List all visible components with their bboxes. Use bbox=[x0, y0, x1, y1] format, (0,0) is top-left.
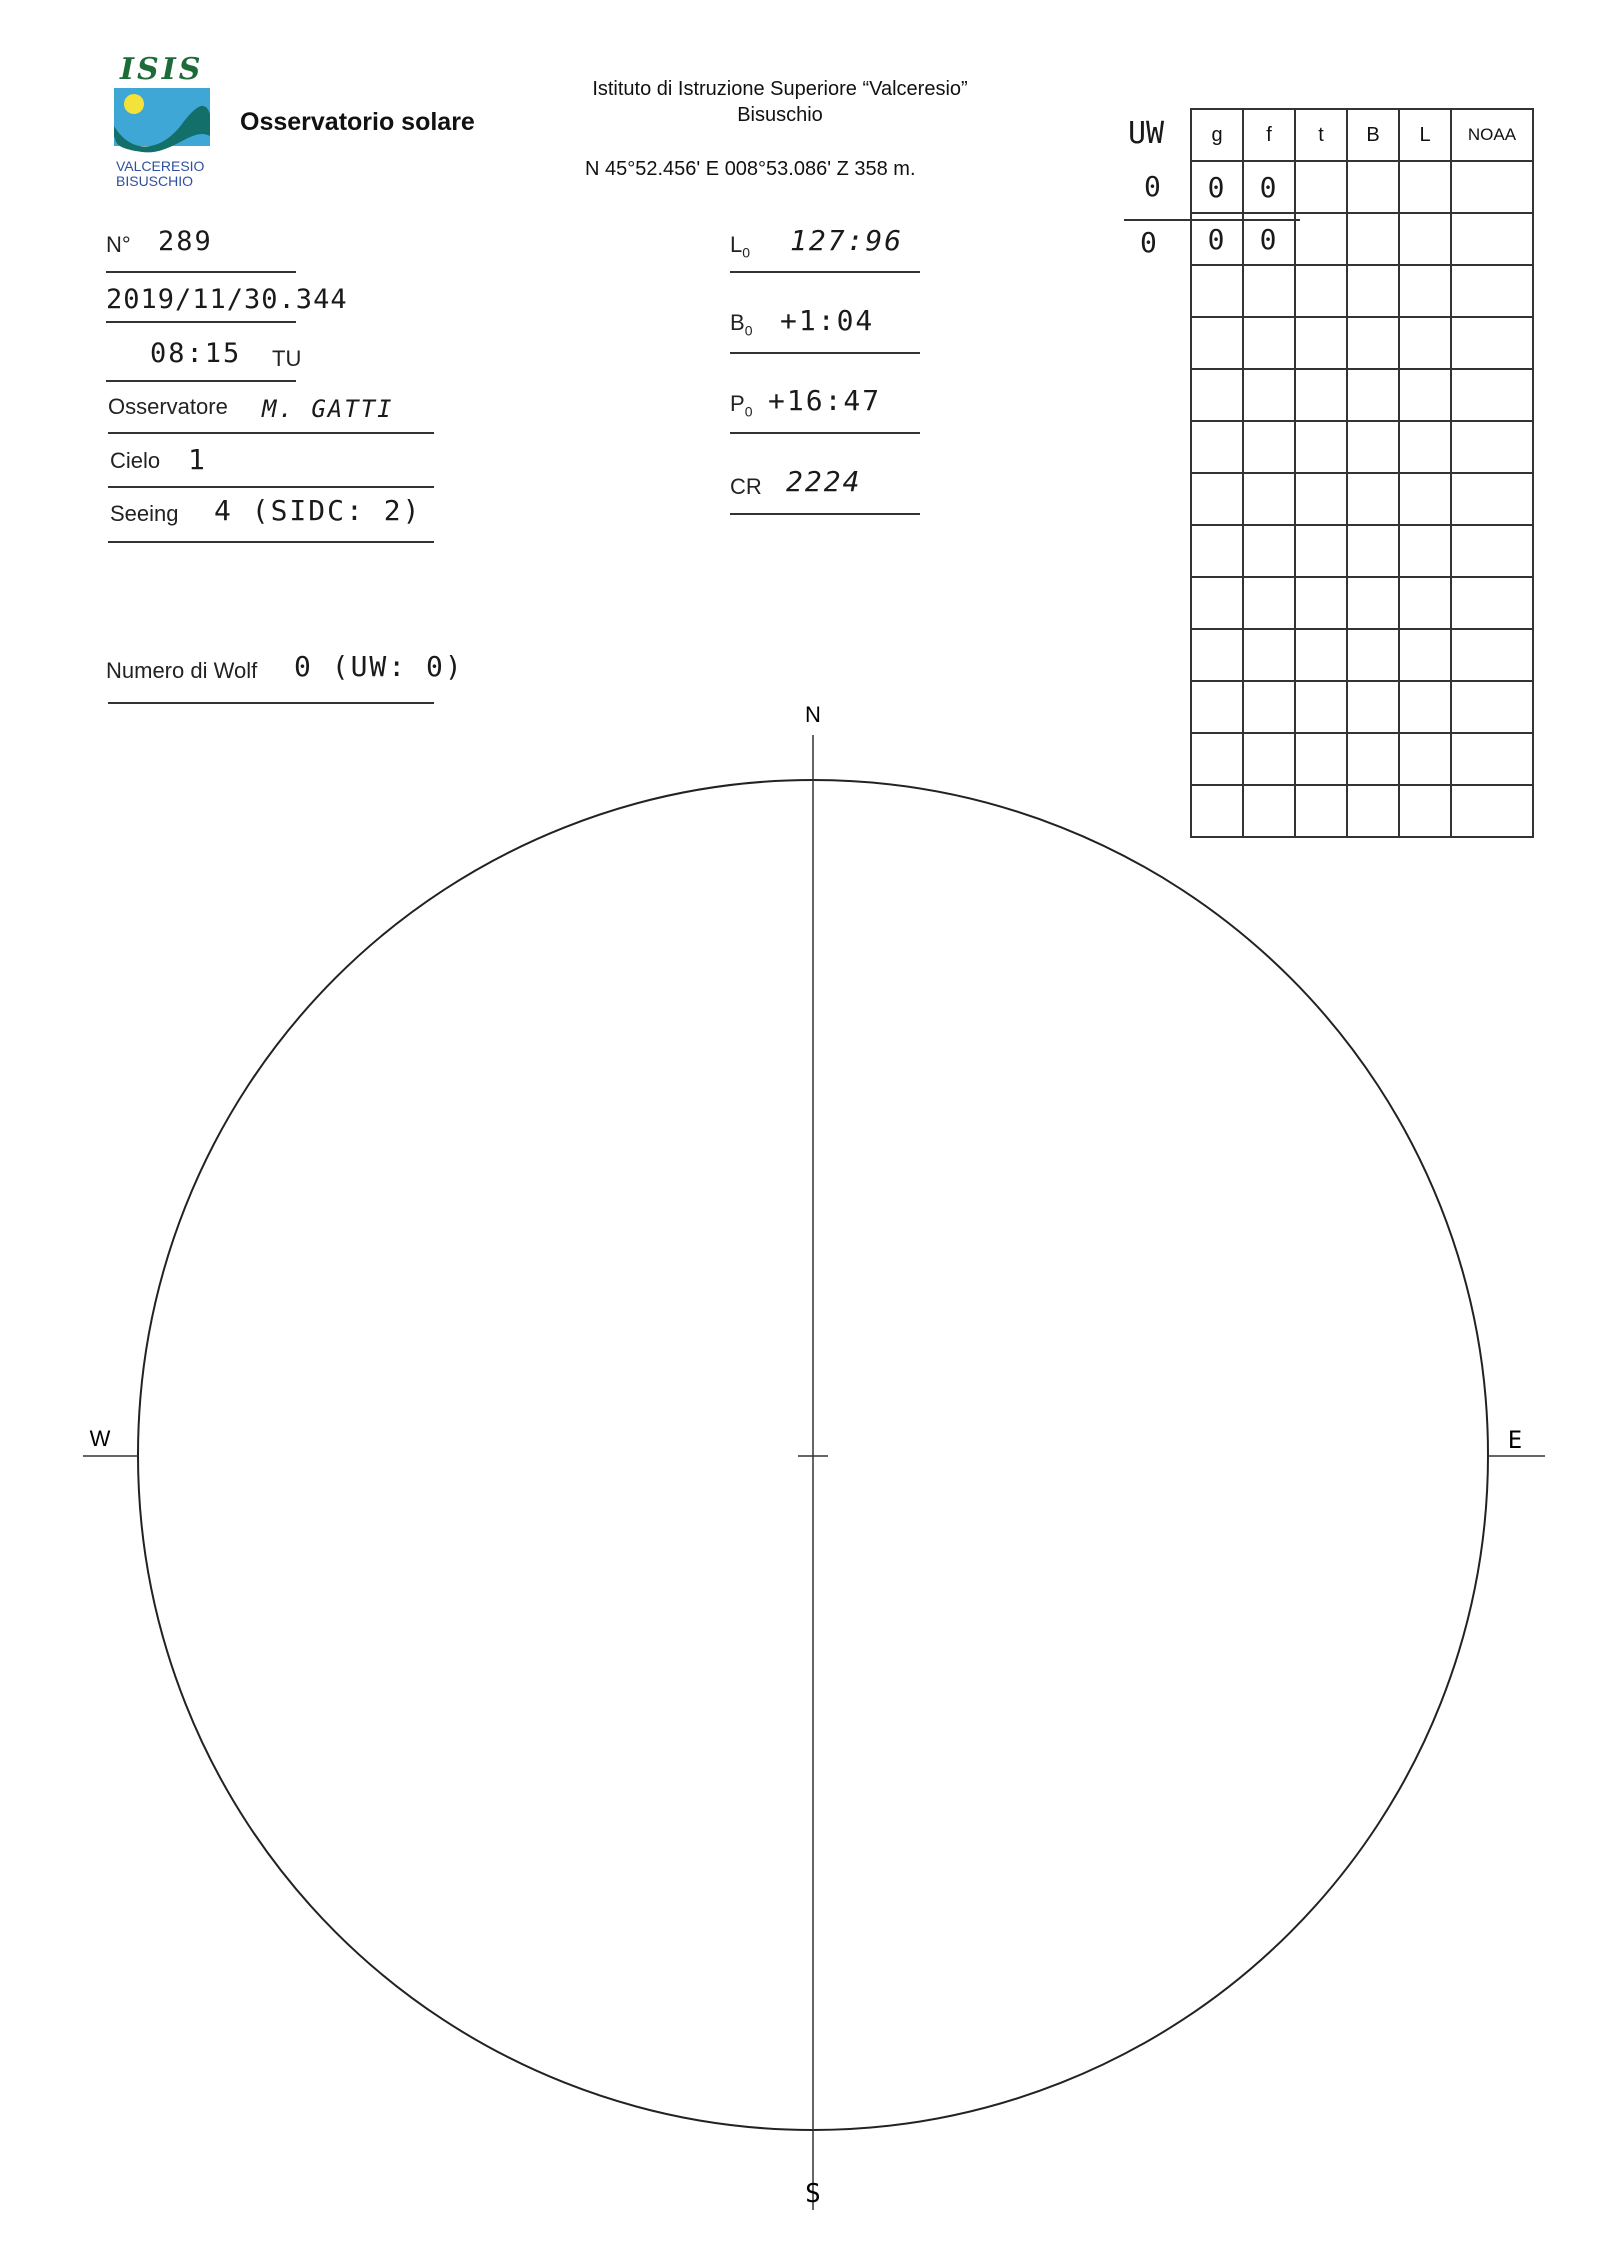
seeing-label: Seeing bbox=[110, 501, 179, 526]
header-t: t bbox=[1295, 109, 1347, 161]
p0-value: +16:47 bbox=[768, 384, 882, 417]
row2-f: 0 bbox=[1243, 213, 1295, 265]
time-value: 08:15 bbox=[150, 338, 242, 369]
south-label: S bbox=[805, 2179, 821, 2209]
header-L: L bbox=[1399, 109, 1451, 161]
time-unit: TU bbox=[272, 346, 302, 371]
header-noaa: NOAA bbox=[1451, 109, 1533, 161]
observer-value: M. GATTI bbox=[262, 395, 394, 423]
observer-label: Osservatore bbox=[108, 394, 228, 419]
p0-label: $P_0$ bbox=[730, 391, 753, 420]
institute-name: Istituto di Istruzione Superiore “Valceresio” bbox=[592, 78, 968, 100]
east-label: E bbox=[1507, 1426, 1523, 1454]
logo-subtitle-2: BISUSCHIO bbox=[116, 173, 194, 189]
wolf-value: 0 (UW: 0) bbox=[294, 650, 464, 683]
header-B: B bbox=[1347, 109, 1399, 161]
wolf-label: Numero di Wolf bbox=[106, 658, 258, 683]
b0-value: +1:04 bbox=[780, 304, 875, 337]
date-value: 2019/11/30.344 bbox=[106, 284, 348, 315]
observatory-coordinates: N 45°52.456' E 008°53.086' Z 358 m. bbox=[585, 158, 916, 180]
number-value: 289 bbox=[158, 226, 213, 257]
row1-f: 0 bbox=[1243, 161, 1295, 213]
b0-label: $B_0$ bbox=[730, 310, 753, 339]
header-f: f bbox=[1243, 109, 1295, 161]
logo-mark: ISIS bbox=[120, 52, 204, 87]
sky-label: Cielo bbox=[110, 448, 161, 473]
north-label: N bbox=[805, 702, 821, 727]
page-title: Osservatorio solare bbox=[240, 108, 475, 136]
row1-g: 0 bbox=[1191, 161, 1243, 213]
l0-label: $L_0$ bbox=[730, 232, 751, 261]
number-label: N° bbox=[106, 232, 131, 257]
sky-value: 1 bbox=[188, 443, 207, 476]
west-label: W bbox=[89, 1426, 111, 1451]
cr-value: 2224 bbox=[786, 465, 862, 498]
institute-city: Bisuschio bbox=[737, 104, 823, 126]
table-row1-uw: 0 bbox=[1144, 170, 1163, 203]
cr-label: CR bbox=[730, 474, 762, 499]
seeing-value: 4 (SIDC: 2) bbox=[214, 494, 422, 527]
logo-subtitle-1: VALCERESIO bbox=[116, 158, 205, 174]
row2-g: 0 bbox=[1191, 213, 1243, 265]
table-uw-header: UW bbox=[1128, 116, 1165, 151]
l0-value: 127:96 bbox=[790, 224, 904, 257]
header-g: g bbox=[1191, 109, 1243, 161]
table-row2-uw: 0 bbox=[1140, 226, 1159, 259]
